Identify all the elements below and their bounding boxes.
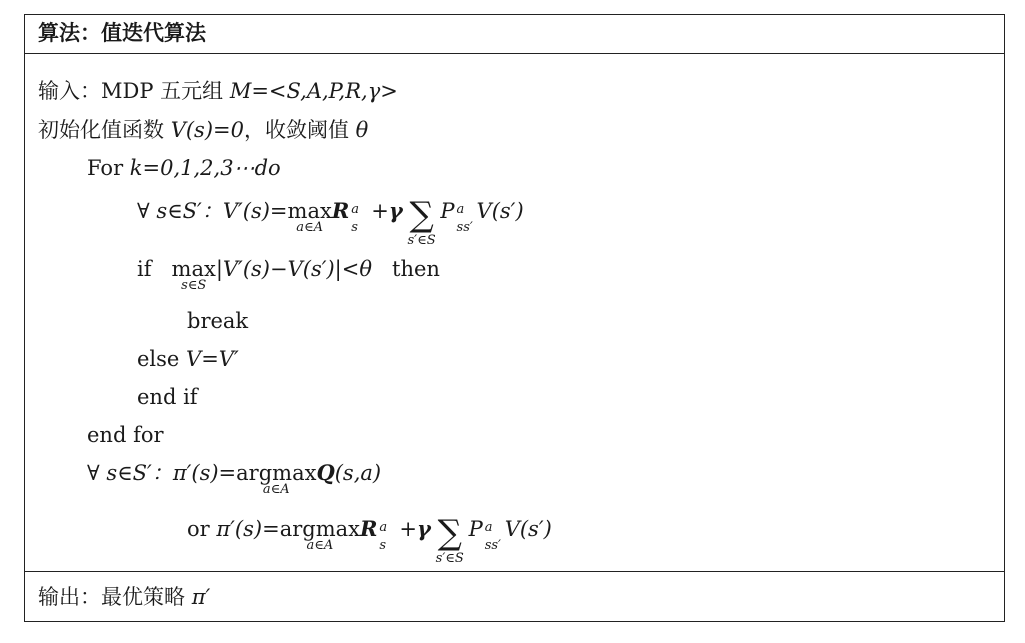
init-formula: V(s)=0	[170, 118, 244, 142]
then-keyword: then	[392, 257, 440, 281]
if-keyword: if	[137, 257, 152, 281]
init-text: 初始化值函数	[38, 118, 171, 142]
output-label: 输出：	[38, 585, 101, 609]
else-line	[137, 345, 239, 373]
input-text: MDP 五元组	[101, 79, 230, 103]
input-formula: M=<S,A,P,R,γ>	[229, 79, 398, 103]
header-divider	[25, 53, 1004, 54]
break-line: break	[187, 309, 249, 333]
bellman-update-line: ∀ s∈S′：V′(s)=max a∈A R a s +γ ∑ s′∈S P a ss′ V(s′)	[137, 195, 524, 248]
sum-operator-2: ∑ s′∈S	[435, 513, 464, 566]
else-keyword: else	[137, 347, 187, 371]
argmax-operator: argmax a∈A	[236, 461, 317, 497]
endfor-line: end for	[87, 423, 164, 447]
output-text: 最优策略	[101, 585, 192, 609]
algorithm-box	[24, 14, 1005, 622]
if-line: if max s∈S |V′(s)−V(s′)|<θ then	[137, 257, 440, 293]
input-label: 输入：	[38, 79, 101, 103]
sum-operator: ∑ s′∈S	[407, 195, 436, 248]
for-keyword: For	[87, 156, 130, 180]
footer-divider	[25, 571, 1004, 572]
input-line	[38, 77, 398, 105]
max-operator: max a∈A	[287, 199, 332, 235]
policy-line: ∀ s∈S′：π′(s)=argmax a∈A Q(s,a)	[87, 460, 382, 497]
theta-symbol: θ	[355, 118, 369, 142]
algorithm-title: 算法：值迭代算法	[38, 21, 206, 45]
for-line	[87, 154, 281, 182]
max-operator-s: max s∈S	[171, 257, 216, 293]
for-formula: k=0,1,2,3⋯do	[129, 156, 281, 180]
argmax-operator-2: argmax a∈A	[279, 517, 360, 553]
output-line	[38, 583, 210, 611]
or-line: or π′(s)=argmax a∈A R a s +γ ∑ s′∈S P a ss′ V(s′)	[187, 513, 552, 566]
else-formula: V=V′	[186, 347, 239, 371]
output-formula: π′	[191, 585, 211, 609]
init-line	[38, 116, 368, 144]
init-text2: ，收敛阈值	[243, 118, 356, 142]
or-keyword: or	[187, 517, 217, 541]
endif-line: end if	[137, 385, 198, 409]
